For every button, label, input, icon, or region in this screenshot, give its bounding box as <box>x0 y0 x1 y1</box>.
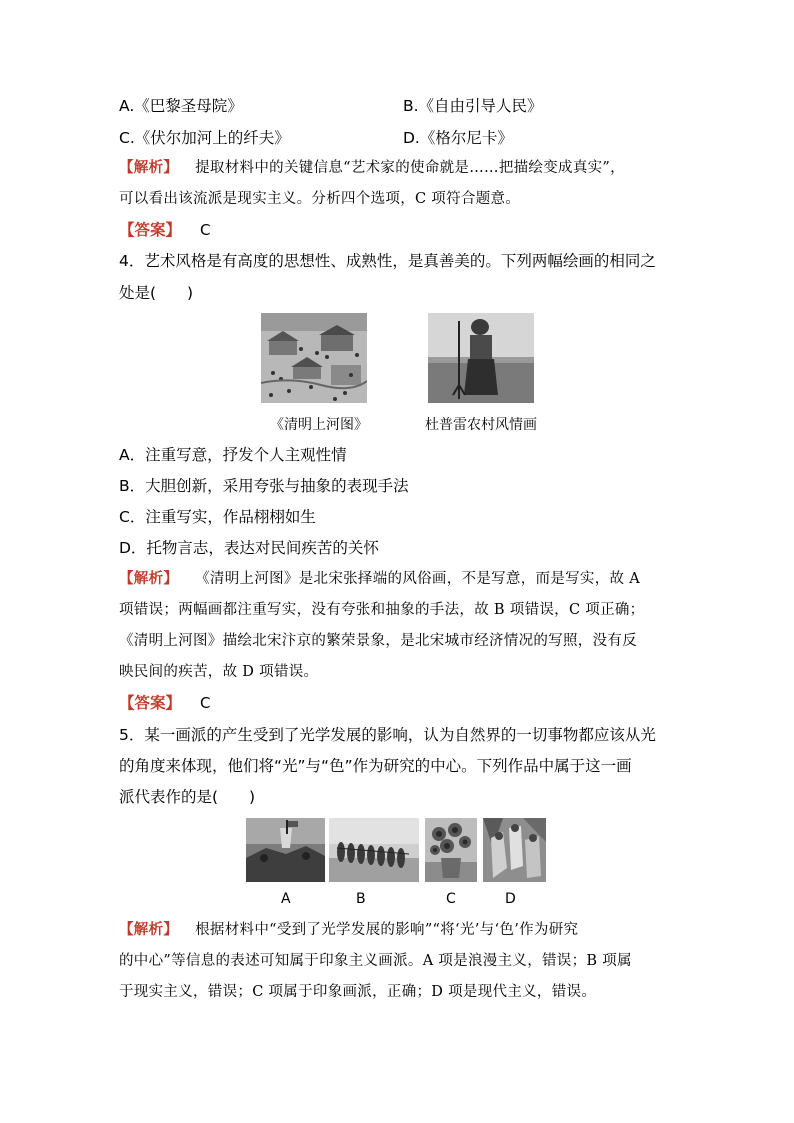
q3-analysis-line-1: 【解析】 提取材料中的关键信息“艺术家的使命就是……把描绘变成真实”， <box>119 160 625 176</box>
answer-value: C <box>199 221 211 239</box>
q4-option-b: B．大胆创新，采用夸张与抽象的表现手法 <box>119 477 409 495</box>
q3-analysis-line-2: 可以看出该流派是现实主义。分析四个选项，C 项符合题意。 <box>119 191 521 207</box>
q4-analysis-line-1: 【解析】 《清明上河图》是北宋张择端的风俗画，不是写意，而是写实，故 A <box>119 571 641 587</box>
q3-answer <box>119 220 210 240</box>
q4-stem-line-2: 处是( ) <box>119 284 194 302</box>
dupre-rural-painting-image <box>428 313 534 403</box>
label-b: B <box>356 891 366 907</box>
q4-analysis-line-4: 映民间的疾苦，故 D 项错误。 <box>119 664 319 680</box>
q5-analysis-line-3: 于现实主义，错误；C 项属于印象画派，正确；D 项是现代主义，错误。 <box>119 984 597 1000</box>
q4-analysis-line-2: 项错误；两幅画都注重写实，没有夸张和抽象的手法，故 B 项错误，C 项正确； <box>119 602 645 618</box>
q3-option-a: A.《巴黎圣母院》 <box>119 97 243 115</box>
painting-c-image <box>425 818 477 882</box>
q4-option-d: D．托物言志，表达对民间疾苦的关怀 <box>119 539 379 557</box>
painting-a-image <box>246 818 325 882</box>
q4-option-a: A．注重写意，抒发个人主观性情 <box>119 446 347 464</box>
q5-analysis-line-1: 【解析】 根据材料中“受到了光学发展的影响”“将‘光’与‘色’作为研究 <box>119 922 579 938</box>
painting-d-image <box>483 818 546 882</box>
caption-dupre: 杜普雷农村风情画 <box>425 417 537 433</box>
painting-b-image <box>329 818 419 882</box>
q5-stem-line-2: 的角度来体现，他们将“光”与“色”作为研究的中心。下列作品中属于这一画 <box>119 757 632 775</box>
q4-analysis-line-3: 《清明上河图》描绘北宋汴京的繁荣景象，是北宋城市经济情况的写照，没有反 <box>119 633 637 649</box>
caption-qingming: 《清明上河图》 <box>270 417 368 433</box>
label-d: D <box>505 891 516 907</box>
analysis-tag: 【解析】 <box>119 922 179 938</box>
q3-option-c: C.《伏尔加河上的纤夫》 <box>119 129 290 147</box>
answer-value: C <box>199 694 211 712</box>
qingming-painting-image <box>261 313 367 403</box>
q4-answer <box>119 693 210 713</box>
q5-stem-line-3: 派代表作的是( ) <box>119 788 256 806</box>
analysis-tag: 【解析】 <box>119 160 179 176</box>
q5-analysis-line-2: 的中心”等信息的表述可知属于印象主义画派。A 项是浪漫主义，错误；B 项属 <box>119 953 632 969</box>
q5-stem-line-1: 5．某一画派的产生受到了光学发展的影响，认为自然界的一切事物都应该从光 <box>119 726 656 744</box>
label-a: A <box>281 891 291 907</box>
analysis-tag: 【解析】 <box>119 571 179 587</box>
q4-stem-line-1: 4．艺术风格是有高度的思想性、成熟性，是真善美的。下列两幅绘画的相同之 <box>119 252 656 270</box>
q4-option-c: C．注重写实，作品栩栩如生 <box>119 508 316 526</box>
answer-tag: 【答案】 <box>119 221 182 239</box>
q3-option-b: B.《自由引导人民》 <box>403 97 543 115</box>
answer-tag: 【答案】 <box>119 694 182 712</box>
q3-option-d: D.《格尔尼卡》 <box>403 129 513 147</box>
label-c: C <box>446 891 456 907</box>
